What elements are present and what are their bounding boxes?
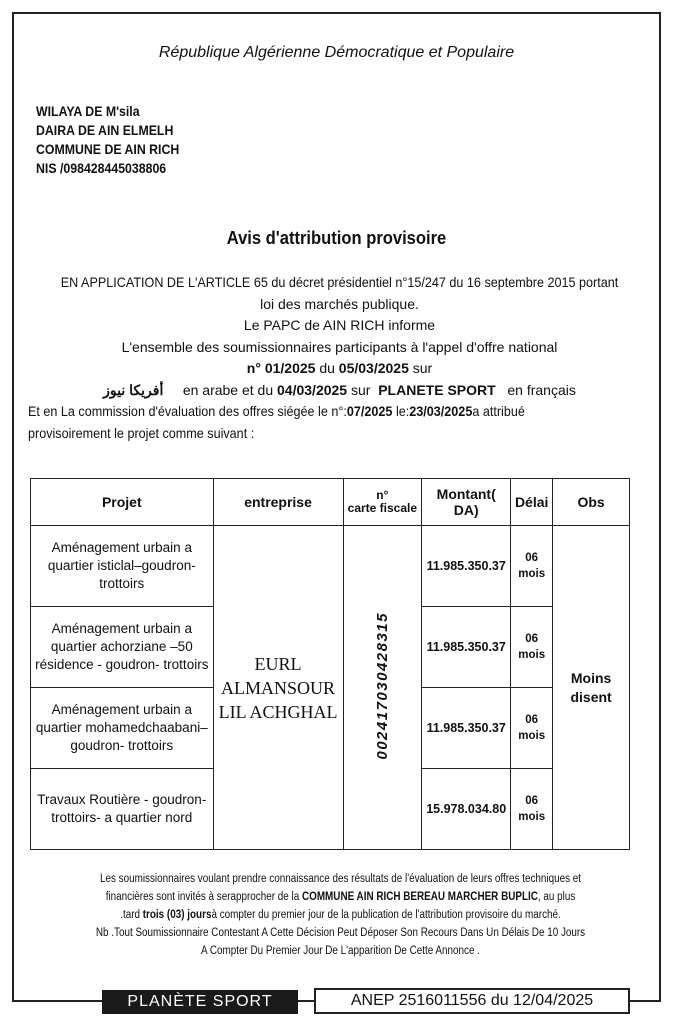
- commission-date: 23/03/2025: [409, 403, 473, 419]
- projet-line: quartier achorziane –50: [50, 639, 193, 654]
- body-text: sur: [408, 360, 433, 376]
- header-obs: Obs: [553, 479, 630, 526]
- projet-line: Aménagement urbain a: [51, 702, 192, 717]
- french-newspaper-name: PLANETE SPORT: [378, 381, 496, 398]
- montant-cell: 15.978.034.80: [422, 769, 511, 850]
- delai-value: 06: [525, 714, 539, 726]
- delai-value: 06: [525, 633, 539, 645]
- notice-title: Avis d'attribution provisoire: [226, 228, 447, 248]
- projet-line: goudron- trottoirs: [70, 738, 174, 753]
- body-line-5: [28, 358, 651, 380]
- projet-cell: [31, 688, 214, 769]
- entreprise-line: EURL: [254, 653, 302, 674]
- delai-unit: mois: [518, 568, 546, 580]
- body-line-6: [28, 380, 651, 402]
- footer-text: , au plus: [537, 891, 576, 903]
- header-delai: Délai: [511, 479, 553, 526]
- projet-line: trottoirs- a quartier nord: [51, 810, 193, 825]
- office-name: COMMUNE AIN RICH BEREAU MARCHER BUPLIC: [301, 891, 538, 903]
- footer-text: financières sont invités à serapprocher de la: [105, 891, 302, 903]
- anep-reference: ANEP 2516011556 du 12/04/2025: [314, 988, 630, 1014]
- projet-line: quartier isticlal–goudron-: [47, 558, 196, 573]
- footer-line-2: [60, 888, 622, 906]
- projet-cell: [31, 526, 214, 607]
- award-table: [30, 478, 630, 850]
- body-line-1: EN APPLICATION DE L'ARTICLE 65 du décret présidentiel n°15/247 du 16 septembre 2015 portant: [60, 274, 619, 290]
- body-text: en français: [495, 381, 576, 398]
- footer-line-4: Nb .Tout Soumissionnaire Contestant A Cette Décision Peut Déposer Son Recours Dans Un Délais De 10 Jours: [95, 927, 586, 939]
- body-text: sur: [347, 381, 379, 398]
- body-line-7: [28, 401, 589, 423]
- montant-cell: 11.985.350.37: [422, 526, 511, 607]
- arabic-newspaper-name: أفريكا نيوز: [103, 381, 164, 398]
- delai-unit: mois: [518, 811, 546, 823]
- delai-unit: mois: [518, 649, 546, 661]
- obs-line: disent: [570, 688, 612, 705]
- montant-cell: 11.985.350.37: [422, 607, 511, 688]
- body-text: du: [315, 360, 339, 376]
- tender-number: n° 01/2025: [246, 360, 316, 376]
- projet-line: trottoirs: [99, 576, 145, 591]
- table-header-row: [31, 479, 630, 526]
- projet-cell: [31, 607, 214, 688]
- newspaper-badge: PLANÈTE SPORT: [102, 990, 298, 1014]
- date-arabic: 05/03/2025: [338, 360, 409, 376]
- body-line-2: loi des marchés publique.: [260, 295, 419, 312]
- projet-line: Aménagement urbain a: [51, 540, 192, 555]
- body-text: a attribué: [472, 403, 525, 419]
- wilaya-line: WILAYA DE M'sila: [36, 103, 140, 119]
- commune-line: COMMUNE DE AIN RICH: [36, 141, 180, 157]
- header-montant: Montant( DA): [422, 479, 511, 526]
- footer-line-5: A Compter Du Premier Jour De L'apparition De Cette Annonce .: [201, 945, 480, 957]
- delai-cell: [511, 607, 553, 688]
- delai-cell: [511, 688, 553, 769]
- entreprise-line: LIL ACHGHAL: [218, 701, 338, 722]
- notice-body: [28, 272, 651, 444]
- body-text: Et en La commission d'évaluation des offres siégée le n°:: [28, 403, 347, 419]
- body-line-3: Le PAPC de AIN RICH informe: [243, 317, 436, 333]
- header-carte-label: carte fiscale: [347, 501, 418, 515]
- body-line-8: provisoirement le projet comme suivant :: [28, 424, 255, 441]
- entreprise-cell: [213, 526, 343, 850]
- footer-text: à compter du premier jour de la publication de l'attribution provisoire du marché.: [211, 909, 561, 921]
- projet-line: Travaux Routière - goudron-: [37, 792, 207, 807]
- montant-cell: 11.985.350.37: [422, 688, 511, 769]
- footer-line-3: [60, 906, 622, 924]
- commission-number: 07/2025: [346, 403, 393, 419]
- body-text: le:: [392, 403, 410, 419]
- delai-unit: mois: [518, 730, 546, 742]
- body-text: en arabe et du: [163, 381, 278, 398]
- footer-notice: [14, 870, 667, 960]
- projet-line: quartier mohamedchaabani–: [35, 720, 208, 735]
- entreprise-line: ALMANSOUR: [221, 677, 336, 698]
- delai-cell: [511, 526, 553, 607]
- footer-line-1: Les soumissionnaires voulant prendre connaissance des résultats de l'évaluation de leurs offres techniques et: [99, 873, 582, 885]
- carte-fiscale-cell: [343, 526, 422, 850]
- obs-line: Moins: [570, 669, 612, 686]
- footer-text: .tard: [120, 909, 143, 921]
- nis-line: NIS /098428445038806: [36, 160, 167, 176]
- table-row: [31, 526, 630, 607]
- administration-block: [36, 102, 179, 178]
- body-line-4: L'ensemble des soumissionnaires participants à l'appel d'offre national: [121, 338, 558, 355]
- header-carte-fiscale: [343, 479, 422, 526]
- obs-cell: [553, 526, 630, 850]
- delai-value: 06: [525, 552, 539, 564]
- projet-line: résidence - goudron- trottoirs: [35, 657, 209, 672]
- daira-line: DAIRA DE AIN ELMELH: [36, 122, 174, 138]
- republic-heading: République Algérienne Démocratique et Populaire: [158, 44, 515, 61]
- header-carte-n: n°: [376, 488, 389, 502]
- header-projet: Projet: [31, 479, 214, 526]
- deadline: trois (03) jours: [142, 909, 212, 921]
- header-entreprise: entreprise: [213, 479, 343, 526]
- publication-bar: [0, 984, 673, 1018]
- projet-line: Aménagement urbain a: [51, 621, 192, 636]
- delai-value: 06: [525, 795, 539, 807]
- projet-cell: [31, 769, 214, 850]
- carte-fiscale-number: 002417030428315: [373, 612, 391, 760]
- date-french: 04/03/2025: [277, 381, 348, 398]
- delai-cell: [511, 769, 553, 850]
